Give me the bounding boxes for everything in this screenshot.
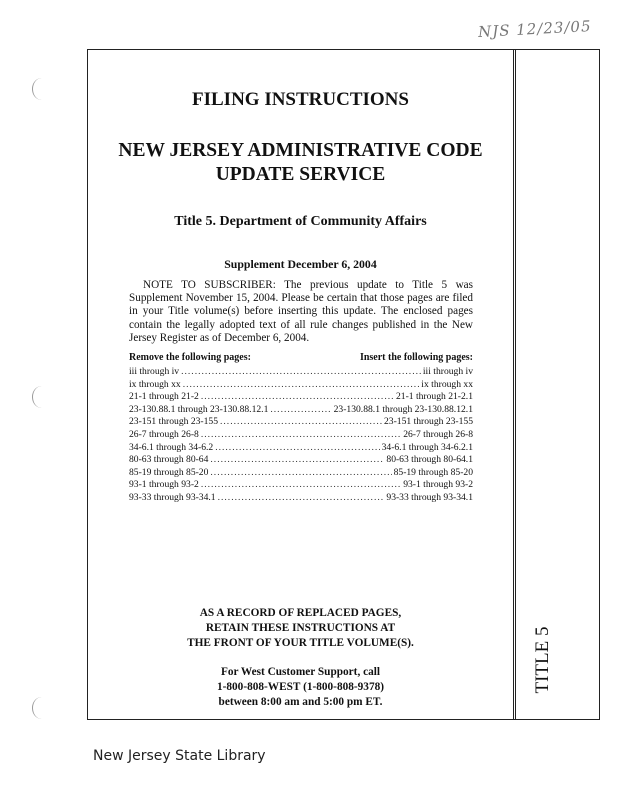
remove-pages-cell: iii through iv xyxy=(129,366,180,377)
remove-column-header: Remove the following pages: xyxy=(129,352,251,363)
page-replacement-table xyxy=(129,352,473,505)
table-row xyxy=(129,404,473,417)
record-line-2: RETAIN THESE INSTRUCTIONS AT xyxy=(205,622,396,634)
record-line-3: THE FRONT OF YOUR TITLE VOLUME(S). xyxy=(187,637,414,649)
dot-leader xyxy=(218,492,385,503)
tab-divider xyxy=(513,49,516,720)
table-row xyxy=(129,379,473,392)
table-row xyxy=(129,454,473,467)
insert-column-header: Insert the following pages: xyxy=(359,352,473,363)
insert-pages-cell: 93-1 through 93-2 xyxy=(403,479,473,491)
remove-pages-cell: 21-1 through 21-2 xyxy=(129,391,199,403)
insert-pages-cell: 26-7 through 26-8 xyxy=(403,428,473,440)
update-service-title: UPDATE SERVICE xyxy=(215,164,386,185)
table-row xyxy=(129,416,473,429)
insert-pages-cell: 21-1 through 21-2.1 xyxy=(395,391,473,403)
dot-leader xyxy=(220,416,382,427)
remove-pages-cell: ix through xx xyxy=(129,378,181,390)
insert-pages-cell: ix through xx xyxy=(421,378,473,390)
handwritten-date-note: NJS 12/23/05 xyxy=(477,17,592,41)
insert-pages-cell: 85-19 through 85-20 xyxy=(393,466,473,478)
remove-pages-cell: 93-1 through 93-2 xyxy=(129,479,199,491)
support-line-1: For West Customer Support, call xyxy=(220,666,381,678)
dot-leader xyxy=(201,479,401,490)
table-rows xyxy=(129,366,473,505)
binder-hole-bottom xyxy=(32,697,51,719)
table-row xyxy=(129,479,473,492)
remove-pages-cell: 34-6.1 through 34-6.2 xyxy=(129,441,214,453)
table-row xyxy=(129,429,473,442)
title-tab-label: TITLE 5 xyxy=(532,626,553,694)
supplement-date: Supplement December 6, 2004 xyxy=(224,257,377,271)
remove-pages-cell: 26-7 through 26-8 xyxy=(129,428,199,440)
binder-hole-middle xyxy=(32,386,51,408)
table-header xyxy=(129,352,473,363)
record-line-1: AS A RECORD OF REPLACED PAGES, xyxy=(199,607,402,619)
dot-leader xyxy=(183,379,420,390)
dot-leader xyxy=(201,391,394,402)
insert-pages-cell: 93-33 through 93-34.1 xyxy=(386,491,473,503)
table-row xyxy=(129,391,473,404)
insert-pages-cell: 23-130.88.1 through 23-130.88.12.1 xyxy=(333,403,473,415)
binder-hole-top xyxy=(32,78,51,100)
library-stamp: New Jersey State Library xyxy=(93,748,266,764)
customer-support xyxy=(88,665,513,710)
insert-pages-cell: iii through iv xyxy=(422,366,473,377)
dot-leader xyxy=(270,404,331,415)
note-to-subscriber: NOTE TO SUBSCRIBER: The previous update to Title 5 was Supplement November 15, 2004. Please be certain that those pages are filed in your Title volume(s) before inserting this update. The enclosed pages contain the legally adopted text of all rule changes published in the New Jersey Register as of December 6, 2004. xyxy=(129,279,473,344)
record-instructions xyxy=(88,606,513,651)
department-title: Title 5. Department of Community Affairs xyxy=(174,214,427,229)
filing-instructions-title: FILING INSTRUCTIONS xyxy=(192,89,409,110)
remove-pages-cell: 23-130.88.1 through 23-130.88.12.1 xyxy=(129,403,269,415)
remove-pages-cell: 85-19 through 85-20 xyxy=(129,466,209,478)
table-row xyxy=(129,467,473,480)
support-hours: between 8:00 am and 5:00 pm ET. xyxy=(218,696,383,708)
insert-pages-cell: 23-151 through 23-155 xyxy=(384,416,473,428)
support-phone: 1-800-808-WEST (1-800-808-9378) xyxy=(216,681,385,693)
code-title: NEW JERSEY ADMINISTRATIVE CODE xyxy=(118,140,483,161)
dot-leader xyxy=(215,442,379,453)
dot-leader xyxy=(210,467,391,478)
table-row xyxy=(129,442,473,455)
table-row xyxy=(129,366,473,379)
dot-leader xyxy=(210,454,384,465)
insert-pages-cell: 34-6.1 through 34-6.2.1 xyxy=(381,441,473,453)
dot-leader xyxy=(201,429,401,440)
remove-pages-cell: 23-151 through 23-155 xyxy=(129,416,218,428)
remove-pages-cell: 80-63 through 80-64 xyxy=(129,454,209,466)
insert-pages-cell: 80-63 through 80-64.1 xyxy=(386,454,473,466)
dot-leader xyxy=(181,366,421,377)
remove-pages-cell: 93-33 through 93-34.1 xyxy=(129,491,216,503)
table-row xyxy=(129,492,473,505)
